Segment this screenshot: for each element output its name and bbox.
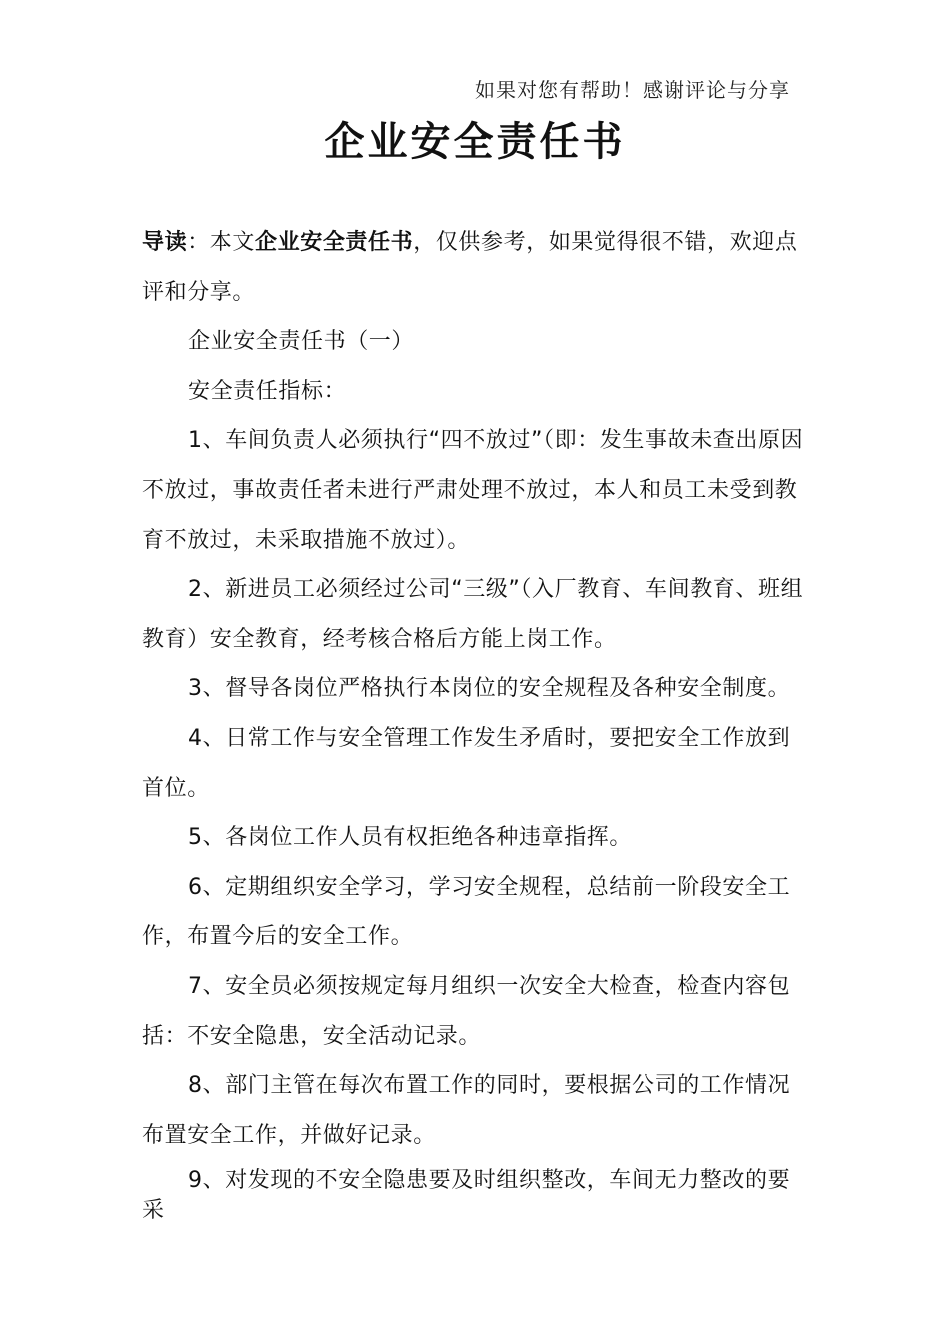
list-item: 4、日常工作与安全管理工作发生矛盾时，要把安全工作放到首位。 xyxy=(142,725,791,801)
list-item: 9、对发现的不安全隐患要及时组织整改，车间无力整改的要采 xyxy=(142,1168,791,1224)
list-item: 8、部门主管在每次布置工作的同时，要根据公司的工作情况布置安全工作，并做好记录。 xyxy=(142,1073,791,1148)
list-item: 2、新进员工必须经过公司“三级”（入厂教育、车间教育、班组教育）安全教育，经考核合格后方能上岗工作。 xyxy=(142,577,804,652)
list-item: 3、督导各岗位严格执行本岗位的安全规程及各种安全制度。 xyxy=(188,676,791,702)
intro-rest: ，仅供参考，如果觉得很不错，欢迎点评和分享。 xyxy=(142,230,798,305)
list-item: 6、定期组织安全学习，学习安全规程，总结前一阶段安全工作，布置今后的安全工作。 xyxy=(142,874,791,950)
section-heading: 企业安全责任书（一） xyxy=(188,329,415,355)
list-item: 1、车间负责人必须执行“四不放过”（即：发生事故未查出原因不放过，事故责任者未进行严肃处理不放过，本人和员工未受到教育不放过，未采取措施不放过）。 xyxy=(142,428,804,553)
indicators-heading: 安全责任指标： xyxy=(188,378,347,404)
list-item: 7、安全员必须按规定每月组织一次安全大检查，检查内容包括：不安全隐患，安全活动记录。 xyxy=(142,973,791,1049)
header-note: 如果对您有帮助！感谢评论与分享 xyxy=(475,78,790,102)
intro-doc-name: 企业安全责任书 xyxy=(255,230,414,255)
document-title: 企业安全责任书 xyxy=(324,119,626,165)
intro-label: 导读 xyxy=(142,230,188,255)
document-body xyxy=(142,218,804,1226)
intro-colon: ：本文 xyxy=(187,230,256,255)
intro-paragraph xyxy=(142,218,804,317)
list-item: 5、各岗位工作人员有权拒绝各种违章指挥。 xyxy=(188,825,632,851)
